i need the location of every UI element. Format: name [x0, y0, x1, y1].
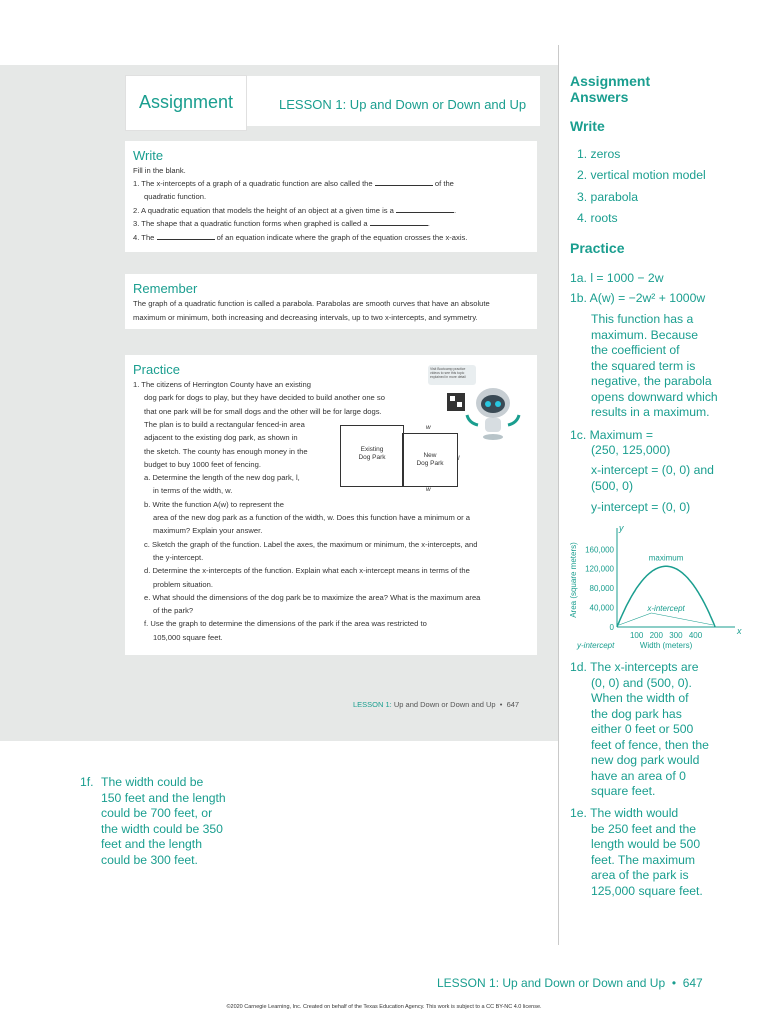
answers-write-title: Write [570, 118, 605, 134]
write-instruction: Fill in the blank. [133, 166, 186, 175]
write-answer-item: 4. roots [577, 210, 618, 225]
new-dog-park: New Dog Park [402, 433, 458, 487]
practice-title: Practice [133, 362, 180, 377]
xint-pointer [619, 613, 651, 625]
xint-pointer [651, 613, 713, 625]
robot-illustration [445, 385, 525, 441]
practice-card [125, 355, 537, 655]
practice-line: d. Determine the x-intercepts of the function. Explain what each x-intercept means in terms of the [144, 566, 470, 576]
write-card [125, 141, 537, 252]
parabola-curve [617, 566, 715, 627]
answer-line: 125,000 square feet. [591, 883, 703, 898]
practice-line: 1. The citizens of Herrington County have an existing [133, 380, 311, 389]
x-tick-label: 400 [688, 631, 703, 640]
answer-line: square feet. [591, 784, 656, 798]
copyright-notice: ©2020 Carnegie Learning, Inc. Created on behalf of the Texas Education Agency. This work is subject to a CC BY-NC 4.0 license. [226, 1004, 542, 1010]
remember-card [125, 274, 537, 329]
write-q2: 2. A quadratic equation that models the height of an object at a given time is a . [133, 206, 457, 215]
practice-line: maximum? Explain your answer. [153, 526, 263, 536]
sketch-w-top: w [426, 424, 431, 431]
column-divider [558, 45, 559, 945]
answer-line: 1e. The width would [570, 806, 679, 820]
write-q1-cont: quadratic function. [144, 192, 207, 201]
y-axis-label: Area (square meters) [569, 542, 578, 618]
x-axis-label: Width (meters) [639, 641, 693, 650]
answer-line: could be 700 feet, or [101, 806, 213, 820]
write-q4: 4. The of an equation indicate where the graph of the equation crosses the x-axis. [133, 233, 468, 242]
answer-line: length would be 500 [591, 837, 701, 851]
xint-annotation: x-intercept [647, 604, 685, 613]
answer-1c-line: x-intercept = (0, 0) and [591, 463, 714, 477]
answer-line: feet of fence, then the [591, 737, 709, 752]
answer-1c-line: (500, 0) [591, 479, 634, 493]
write-answer-item: 1. zeros [577, 147, 621, 161]
parabola-chart [562, 520, 742, 655]
blank-line [370, 217, 428, 226]
practice-line: f. Use the graph to determine the dimensions of the park if the area was restricted to [144, 619, 427, 629]
max-annotation: maximum [648, 553, 684, 563]
answer-1f-label: 1f. [80, 775, 94, 789]
assignment-tab-label: Assignment [138, 92, 234, 112]
practice-line: b. Write the function A(w) to represent the [144, 499, 284, 509]
practice-line: budget to buy 1000 feet of fencing. [144, 459, 261, 469]
practice-line: area of the new dog park as a function of the width, w. Does this function have a minimum or a [153, 513, 471, 522]
remember-line-2: maximum or minimum, both increasing and decreasing intervals, up to two x-intercepts, and symmetry. [133, 313, 478, 322]
x-tick-label: 200 [649, 631, 663, 640]
answers-practice-title: Practice [570, 240, 625, 256]
y-axis-letter: y [619, 523, 624, 533]
blank-line [157, 231, 215, 240]
answer-line: This function has a [591, 312, 694, 326]
practice-line: of the park? [153, 606, 194, 616]
answer-line: could be 300 feet. [101, 852, 198, 867]
blank-line [375, 177, 433, 186]
y-tick-label: 120,000 [585, 564, 614, 574]
answer-line: results in a maximum. [591, 405, 710, 419]
answer-line: have an area of 0 [591, 768, 686, 783]
answer-line: feet. The maximum [591, 852, 696, 867]
answer-1a: 1a. l = 1000 − 2w [570, 271, 664, 285]
blank-line [396, 204, 454, 213]
practice-line: c. Sketch the graph of the function. Label the axes, the maximum or minimum, the x-intercepts, and [144, 539, 478, 549]
inner-footer: LESSON 1: Up and Down or Down and Up • 647 [353, 700, 520, 709]
x-tick-label: 300 [669, 631, 683, 640]
answer-line: the width could be 350 [101, 821, 223, 836]
practice-line: adjacent to the existing dog park, as shown in [144, 433, 298, 443]
y-tick-label: 0 [609, 623, 614, 632]
answer-line: the coefficient of [591, 343, 680, 357]
practice-line: 105,000 square feet. [153, 632, 223, 642]
practice-line: The plan is to build a rectangular fenced-in area [144, 419, 305, 429]
sketch-w-bottom: w [426, 486, 431, 493]
y-tick-label: 40,000 [589, 603, 614, 613]
practice-line: in terms of the width, w. [153, 486, 233, 496]
practice-line: dog park for dogs to play, but they have decided to build another one so [144, 393, 385, 403]
practice-line: a. Determine the length of the new dog park, l, [144, 473, 300, 483]
write-title: Write [133, 148, 164, 163]
existing-dog-park: Existing Dog Park [340, 425, 404, 487]
sketch-l: l [458, 455, 460, 462]
write-q1: 1. The x-intercepts of a graph of a quadratic function are also called the of the [133, 179, 454, 188]
answer-1c-line: (250, 125,000) [591, 443, 671, 457]
qr-code-icon [447, 393, 465, 411]
answer-line: 1d. The x-intercepts are [570, 660, 699, 674]
answer-line: the dog park has [591, 706, 682, 721]
answer-line: new dog park would [591, 753, 700, 767]
practice-line: that one park will be for small dogs and the other will be for large dogs. [144, 406, 382, 416]
practice-line: the sketch. The county has enough money in the [144, 446, 308, 456]
robot-speech-bubble: Visit Bootcamp practice videos to see this topic explained in more detail [428, 365, 476, 385]
answer-line: 150 feet and the length [101, 790, 226, 805]
lesson-heading: LESSON 1: Up and Down or Down and Up [279, 97, 527, 112]
x-tick-label: 100 [629, 631, 644, 640]
answer-line: feet and the length [101, 837, 202, 851]
answer-line: When the width of [591, 691, 689, 705]
yint-annotation: y-intercept [577, 641, 615, 650]
answer-1c-line: 1c. Maximum = [570, 428, 653, 442]
answer-line: The width could be [101, 775, 204, 789]
answer-1c-line: y-intercept = (0, 0) [591, 500, 691, 514]
answer-line: the squared term is [591, 358, 696, 373]
answers-title: Assignment Answers [570, 73, 651, 105]
answer-line: area of the park is [591, 868, 689, 882]
write-q3: 3. The shape that a quadratic function forms when graphed is called a . [133, 219, 430, 228]
answer-line: (0, 0) and (500, 0). [591, 675, 692, 690]
answer-line: either 0 feet or 500 [591, 722, 694, 736]
practice-line: e. What should the dimensions of the dog park be to maximize the area? What is the maximum area [144, 592, 481, 602]
practice-line: the y-intercept. [153, 552, 204, 562]
y-tick-label: 160,000 [585, 545, 614, 555]
answer-line: maximum. Because [591, 327, 699, 342]
page-footer: LESSON 1: Up and Down or Down and Up • 647 [437, 976, 703, 990]
answer-line: opens downward which [591, 389, 718, 404]
y-tick-label: 80,000 [589, 584, 614, 594]
answer-1b: 1b. A(w) = −2w² + 1000w [570, 291, 706, 305]
remember-line-1: The graph of a quadratic function is called a parabola. Parabolas are smooth curves that have an absolute [133, 299, 490, 308]
remember-title: Remember [133, 281, 198, 296]
x-axis-letter: x [737, 626, 742, 636]
answer-line: negative, the parabola [591, 374, 712, 388]
write-answer-item: 2. vertical motion model [577, 168, 706, 183]
answer-line: be 250 feet and the [591, 821, 697, 836]
practice-line: problem situation. [153, 579, 213, 589]
write-answer-item: 3. parabola [577, 189, 638, 204]
